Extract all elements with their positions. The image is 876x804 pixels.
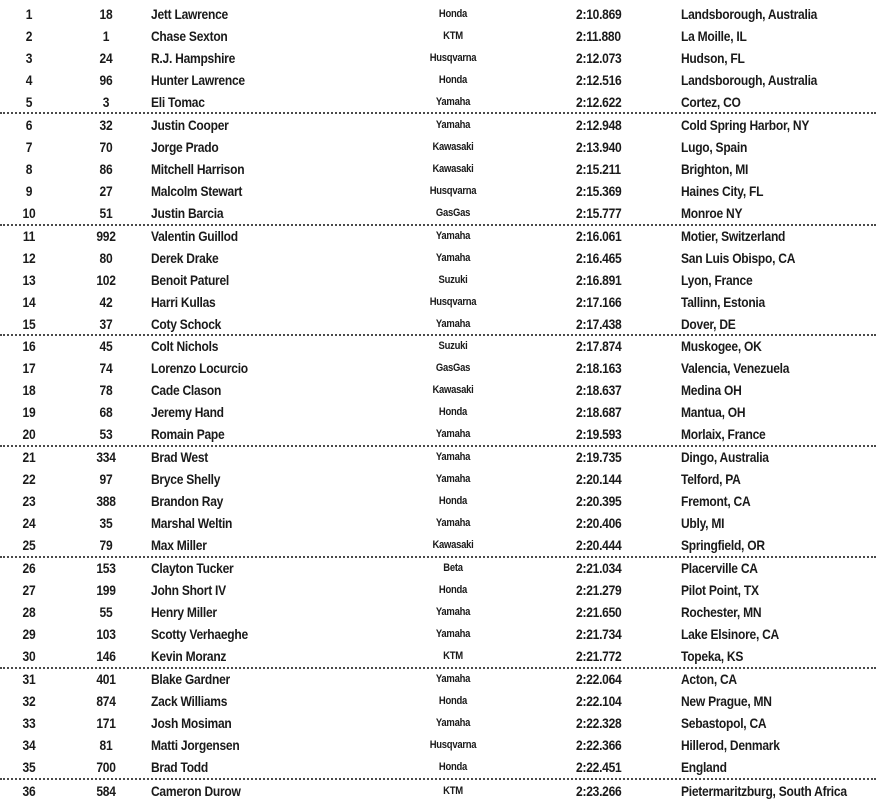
position-cell: 28 (22, 603, 36, 620)
position-cell: 33 (22, 714, 36, 731)
brand-cell: Yamaha (435, 251, 471, 264)
brand-cell: Beta (443, 562, 463, 574)
position-cell: 23 (22, 492, 36, 509)
bike-number-cell: 45 (99, 338, 113, 354)
lap-time-cell: 2:11.880 (576, 27, 621, 44)
table-row (0, 446, 876, 468)
bike-number-cell: 32 (99, 117, 113, 133)
hometown-cell: Acton, CA (681, 671, 737, 687)
brand-cell: Yamaha (435, 627, 471, 640)
table-row (0, 490, 876, 512)
brand-cell: Yamaha (435, 230, 471, 242)
position-cell: 16 (22, 338, 36, 354)
lap-time-cell: 2:19.593 (576, 425, 622, 442)
position-cell: 4 (25, 71, 33, 88)
hometown-cell: England (681, 758, 727, 775)
lap-time-cell: 2:22.451 (576, 758, 622, 775)
bike-number-cell: 992 (96, 228, 116, 244)
lap-time-cell: 2:17.874 (576, 338, 622, 354)
bike-number-cell: 74 (99, 359, 113, 376)
table-row (0, 690, 876, 712)
bike-number-cell: 97 (99, 470, 113, 487)
position-cell: 36 (22, 783, 36, 799)
position-cell: 24 (22, 514, 36, 531)
rider-name-cell: Blake Gardner (151, 671, 230, 687)
position-cell: 19 (22, 403, 36, 420)
hometown-cell: Dingo, Australia (681, 449, 769, 465)
bike-number-cell: 68 (99, 403, 113, 420)
rider-name-cell: Zack Williams (151, 692, 228, 709)
brand-cell: GasGas (435, 361, 471, 374)
brand-cell: Yamaha (435, 427, 471, 440)
bike-number-cell: 79 (99, 536, 113, 553)
position-cell: 29 (22, 625, 36, 642)
rider-name-cell: Eli Tomac (151, 93, 205, 110)
position-cell: 26 (22, 560, 36, 576)
lap-time-cell: 2:12.516 (576, 71, 622, 88)
rider-name-cell: Max Miller (151, 536, 207, 553)
hometown-cell: Lyon, France (681, 271, 753, 288)
table-row (0, 712, 876, 734)
hometown-cell: Ubly, MI (681, 514, 725, 531)
position-cell: 15 (22, 315, 36, 332)
rider-name-cell: Jett Lawrence (151, 6, 228, 22)
position-cell: 18 (22, 381, 36, 398)
hometown-cell: Lugo, Spain (681, 138, 748, 155)
hometown-cell: Valencia, Venezuela (681, 359, 790, 376)
rider-name-cell: Justin Cooper (151, 117, 229, 133)
lap-time-cell: 2:19.735 (576, 449, 622, 465)
brand-cell: KTM (443, 29, 463, 42)
table-row (0, 668, 876, 690)
table-row (0, 534, 876, 556)
bike-number-cell: 18 (99, 6, 113, 22)
brand-cell: KTM (443, 649, 463, 662)
lap-time-cell: 2:20.406 (576, 514, 622, 531)
hometown-cell: Monroe NY (681, 204, 743, 221)
bike-number-cell: 700 (96, 758, 116, 775)
brand-cell: GasGas (435, 206, 471, 219)
hometown-cell: Mantua, OH (681, 403, 746, 420)
hometown-cell: Motier, Switzerland (681, 228, 786, 244)
rider-name-cell: Henry Miller (151, 603, 217, 620)
rider-name-cell: Chase Sexton (151, 27, 228, 44)
rider-name-cell: Clayton Tucker (151, 560, 234, 576)
lap-time-cell: 2:18.163 (576, 359, 622, 376)
brand-cell: Yamaha (435, 472, 471, 485)
rider-name-cell: Cameron Durow (151, 783, 241, 799)
bike-number-cell: 1 (102, 27, 110, 44)
lap-time-cell: 2:13.940 (576, 138, 622, 155)
bike-number-cell: 80 (99, 249, 113, 266)
rider-name-cell: R.J. Hampshire (151, 49, 236, 66)
table-row (0, 225, 876, 247)
rider-name-cell: Brad West (151, 449, 209, 465)
position-cell: 31 (22, 671, 36, 687)
position-cell: 14 (22, 293, 36, 310)
brand-cell: Honda (438, 694, 468, 707)
table-row (0, 557, 876, 579)
lap-time-cell: 2:16.465 (576, 249, 622, 266)
brand-cell: Suzuki (438, 273, 468, 286)
bike-number-cell: 3 (102, 93, 110, 110)
bike-number-cell: 171 (96, 714, 116, 731)
brand-cell: Honda (438, 73, 468, 86)
position-cell: 5 (25, 93, 33, 110)
position-cell: 7 (25, 138, 33, 155)
bike-number-cell: 78 (99, 381, 113, 398)
brand-cell: Honda (438, 494, 468, 507)
brand-cell: Honda (438, 760, 468, 773)
brand-cell: Yamaha (435, 716, 471, 729)
brand-cell: Husqvarna (429, 184, 477, 197)
lap-time-cell: 2:22.328 (576, 714, 622, 731)
brand-cell: KTM (443, 785, 463, 797)
hometown-cell: Sebastopol, CA (681, 714, 767, 731)
table-row (0, 247, 876, 269)
table-row (0, 423, 876, 445)
brand-cell: Suzuki (438, 340, 468, 352)
brand-cell: Honda (438, 583, 468, 596)
lap-time-cell: 2:22.104 (576, 692, 622, 709)
lap-time-cell: 2:20.144 (576, 470, 622, 487)
bike-number-cell: 51 (99, 204, 113, 221)
table-row (0, 269, 876, 291)
position-cell: 13 (22, 271, 36, 288)
table-row (0, 69, 876, 91)
bike-number-cell: 146 (96, 647, 116, 664)
hometown-cell: Medina OH (681, 381, 742, 398)
hometown-cell: Springfield, OR (681, 536, 765, 553)
bike-number-cell: 388 (96, 492, 116, 509)
table-row (0, 756, 876, 778)
lap-time-cell: 2:10.869 (576, 6, 622, 22)
hometown-cell: Muskogee, OK (681, 338, 762, 354)
brand-cell: Yamaha (435, 317, 471, 330)
rider-name-cell: Scotty Verhaeghe (151, 625, 248, 642)
table-row (0, 313, 876, 335)
table-row (0, 579, 876, 601)
lap-time-cell: 2:22.064 (576, 671, 622, 687)
bike-number-cell: 401 (96, 671, 116, 687)
position-cell: 22 (22, 470, 36, 487)
table-row (0, 291, 876, 313)
bike-number-cell: 102 (96, 271, 116, 288)
table-row (0, 512, 876, 534)
table-row (0, 379, 876, 401)
bike-number-cell: 53 (99, 425, 113, 442)
position-cell: 10 (22, 204, 36, 221)
hometown-cell: La Moille, IL (681, 27, 747, 44)
lap-time-cell: 2:18.637 (576, 381, 622, 398)
hometown-cell: Telford, PA (681, 470, 741, 487)
table-row (0, 357, 876, 379)
lap-time-cell: 2:15.369 (576, 182, 622, 199)
hometown-cell: Topeka, KS (681, 647, 744, 664)
bike-number-cell: 874 (96, 692, 116, 709)
rider-name-cell: Hunter Lawrence (151, 71, 245, 88)
rider-name-cell: Lorenzo Locurcio (151, 359, 248, 376)
position-cell: 30 (22, 647, 36, 664)
brand-cell: Yamaha (435, 95, 471, 108)
table-row (0, 202, 876, 224)
position-cell: 21 (22, 449, 36, 465)
table-row (0, 180, 876, 202)
rider-name-cell: John Short IV (151, 581, 226, 598)
rider-name-cell: Cade Clason (151, 381, 222, 398)
lap-time-cell: 2:12.622 (576, 93, 622, 110)
lap-time-cell: 2:15.777 (576, 204, 622, 221)
position-cell: 12 (22, 249, 36, 266)
table-row (0, 47, 876, 69)
position-cell: 2 (25, 27, 33, 44)
brand-cell: Yamaha (435, 605, 471, 618)
lap-time-cell: 2:18.687 (576, 403, 622, 420)
position-cell: 27 (22, 581, 36, 598)
lap-time-cell: 2:17.166 (576, 293, 622, 310)
lap-time-cell: 2:20.395 (576, 492, 622, 509)
bike-number-cell: 96 (99, 71, 113, 88)
table-row (0, 645, 876, 667)
brand-cell: Yamaha (435, 451, 471, 463)
rider-name-cell: Justin Barcia (151, 204, 224, 221)
rider-name-cell: Derek Drake (151, 249, 219, 266)
brand-cell: Yamaha (435, 673, 471, 685)
lap-time-cell: 2:21.279 (576, 581, 622, 598)
brand-cell: Kawasaki (432, 140, 474, 153)
bike-number-cell: 70 (99, 138, 113, 155)
position-cell: 32 (22, 692, 36, 709)
hometown-cell: San Luis Obispo, CA (681, 249, 796, 266)
table-row (0, 158, 876, 180)
bike-number-cell: 42 (99, 293, 113, 310)
lap-time-cell: 2:20.444 (576, 536, 622, 553)
table-row (0, 734, 876, 756)
table-row (0, 136, 876, 158)
brand-cell: Yamaha (435, 516, 471, 529)
lap-time-cell: 2:15.211 (576, 160, 621, 177)
brand-cell: Husqvarna (429, 295, 477, 308)
brand-cell: Kawasaki (432, 383, 474, 396)
position-cell: 3 (25, 49, 33, 66)
hometown-cell: Pietermaritzburg, South Africa (681, 783, 847, 799)
brand-cell: Kawasaki (432, 538, 474, 551)
lap-time-cell: 2:21.034 (576, 560, 622, 576)
rider-name-cell: Jeremy Hand (151, 403, 224, 420)
position-cell: 17 (22, 359, 36, 376)
position-cell: 9 (25, 182, 33, 199)
rider-name-cell: Valentin Guillod (151, 228, 238, 244)
lap-time-cell: 2:16.891 (576, 271, 622, 288)
table-row (0, 91, 876, 113)
hometown-cell: Haines City, FL (681, 182, 764, 199)
lap-time-cell: 2:21.772 (576, 647, 622, 664)
hometown-cell: Rochester, MN (681, 603, 762, 620)
position-cell: 20 (22, 425, 36, 442)
bike-number-cell: 24 (99, 49, 113, 66)
table-row (0, 114, 876, 136)
rider-name-cell: Kevin Moranz (151, 647, 227, 664)
lap-time-cell: 2:22.366 (576, 736, 622, 753)
hometown-cell: Cortez, CO (681, 93, 741, 110)
bike-number-cell: 35 (99, 514, 113, 531)
lap-time-cell: 2:23.266 (576, 783, 622, 799)
rider-name-cell: Romain Pape (151, 425, 225, 442)
table-row (0, 623, 876, 645)
brand-cell: Honda (438, 8, 468, 20)
rider-name-cell: Mitchell Harrison (151, 160, 245, 177)
hometown-cell: Dover, DE (681, 315, 736, 332)
position-cell: 6 (25, 117, 33, 133)
hometown-cell: Lake Elsinore, CA (681, 625, 779, 642)
table-row (0, 25, 876, 47)
bike-number-cell: 55 (99, 603, 113, 620)
lap-time-cell: 2:12.073 (576, 49, 622, 66)
rider-name-cell: Colt Nichols (151, 338, 219, 354)
hometown-cell: Morlaix, France (681, 425, 766, 442)
rider-name-cell: Benoit Paturel (151, 271, 230, 288)
hometown-cell: Landsborough, Australia (681, 71, 818, 88)
bike-number-cell: 81 (99, 736, 113, 753)
bike-number-cell: 334 (96, 449, 116, 465)
lap-time-cell: 2:12.948 (576, 117, 622, 133)
hometown-cell: Pilot Point, TX (681, 581, 759, 598)
position-cell: 34 (22, 736, 36, 753)
hometown-cell: Hillerod, Denmark (681, 736, 780, 753)
bike-number-cell: 37 (99, 315, 113, 332)
bike-number-cell: 199 (96, 581, 116, 598)
table-row (0, 601, 876, 623)
brand-cell: Kawasaki (432, 162, 474, 175)
lap-time-cell: 2:21.650 (576, 603, 622, 620)
hometown-cell: Brighton, MI (681, 160, 749, 177)
hometown-cell: Fremont, CA (681, 492, 751, 509)
rider-name-cell: Jorge Prado (151, 138, 219, 155)
bike-number-cell: 584 (96, 783, 116, 799)
lap-time-cell: 2:16.061 (576, 228, 622, 244)
rider-name-cell: Brandon Ray (151, 492, 224, 509)
rider-name-cell: Harri Kullas (151, 293, 216, 310)
rider-name-cell: Coty Schock (151, 315, 222, 332)
position-cell: 1 (25, 6, 33, 22)
hometown-cell: Landsborough, Australia (681, 6, 818, 22)
position-cell: 11 (22, 228, 36, 244)
rider-name-cell: Marshal Weltin (151, 514, 233, 531)
hometown-cell: Placerville CA (681, 560, 758, 576)
rider-name-cell: Bryce Shelly (151, 470, 221, 487)
lap-time-cell: 2:21.734 (576, 625, 622, 642)
table-row (0, 780, 876, 802)
hometown-cell: Cold Spring Harbor, NY (681, 117, 810, 133)
brand-cell: Yamaha (435, 119, 471, 131)
position-cell: 25 (22, 536, 36, 553)
bike-number-cell: 103 (96, 625, 116, 642)
position-cell: 8 (25, 160, 33, 177)
rider-name-cell: Malcolm Stewart (151, 182, 243, 199)
rider-name-cell: Matti Jorgensen (151, 736, 240, 753)
table-row (0, 401, 876, 423)
bike-number-cell: 153 (96, 560, 116, 576)
hometown-cell: Hudson, FL (681, 49, 745, 66)
table-row (0, 3, 876, 25)
bike-number-cell: 27 (99, 182, 113, 199)
brand-cell: Husqvarna (429, 51, 477, 64)
table-row (0, 335, 876, 357)
rider-name-cell: Josh Mosiman (151, 714, 232, 731)
brand-cell: Husqvarna (429, 738, 477, 751)
bike-number-cell: 86 (99, 160, 113, 177)
lap-time-cell: 2:17.438 (576, 315, 622, 332)
rider-name-cell: Brad Todd (151, 758, 208, 775)
position-cell: 35 (22, 758, 36, 775)
table-row (0, 468, 876, 490)
hometown-cell: Tallinn, Estonia (681, 293, 765, 310)
hometown-cell: New Prague, MN (681, 692, 772, 709)
brand-cell: Honda (438, 405, 468, 418)
